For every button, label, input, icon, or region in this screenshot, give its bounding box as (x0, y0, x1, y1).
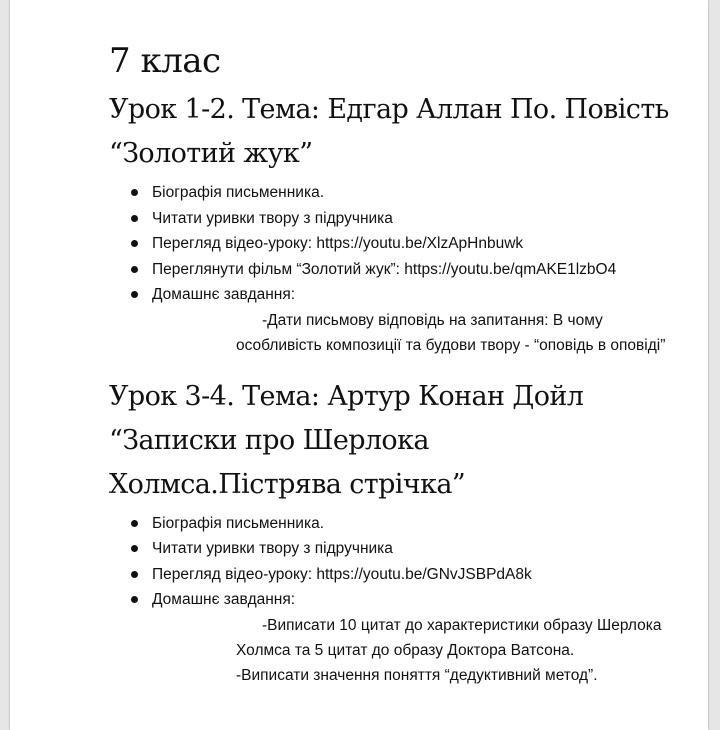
bullet-icon (131, 266, 138, 273)
lesson-title-line: Урок 1-2. Тема: Едгар Аллан По. Повість (109, 94, 669, 125)
grade-title: 7 клас (109, 41, 221, 81)
bullet-icon (131, 291, 138, 298)
homework-task-block (236, 308, 686, 358)
list-item (109, 180, 694, 206)
lesson-1-2-section (109, 88, 694, 358)
lesson-title-line: Урок 3-4. Тема: Артур Конан Дойл (109, 380, 584, 412)
lesson-title-line: “Записки про Шерлока (109, 424, 429, 456)
list-item-text: Біографія письменника. (152, 184, 325, 201)
list-item-text: Читати уривки твору з підручника (152, 209, 393, 227)
homework-task: -Виписати значення поняття “дедуктивний метод”. (236, 666, 598, 684)
bullet-icon (131, 571, 138, 578)
list-item (109, 587, 694, 613)
section-gap (109, 358, 694, 375)
bullet-icon (131, 596, 138, 603)
list-item (109, 511, 694, 537)
document-page (10, 0, 708, 730)
lesson-1-2-list (109, 180, 694, 308)
list-item (109, 206, 694, 232)
list-item-text: Домашнє завдання: (152, 286, 296, 303)
bullet-icon (131, 189, 138, 196)
lesson-title-line: “Золотий жук” (109, 138, 313, 169)
list-item (109, 257, 694, 283)
homework-task-block (236, 613, 686, 688)
list-item (109, 536, 694, 562)
bullet-icon (131, 215, 138, 222)
bullet-icon (131, 240, 138, 247)
list-item (109, 282, 694, 308)
list-item-text: Біографія письменника. (152, 514, 325, 532)
lesson-3-4-list (109, 511, 694, 613)
document-content (109, 38, 694, 688)
lesson-3-4-title (109, 375, 694, 507)
list-item (109, 231, 694, 257)
lesson-3-4-section (109, 375, 694, 688)
homework-task: -Виписати 10 цитат до характеристики образу Шерлока Холмса та 5 цитат до образу Доктора Ватсона. (236, 616, 662, 659)
list-item-text: Домашнє завдання: (152, 591, 296, 608)
list-item-text: Перегляд відео-уроку: https://youtu.be/XlzApHnbuwk (152, 235, 524, 252)
list-item-text: Перегляд відео-уроку: https://youtu.be/GNvJSBPdA8k (152, 565, 532, 583)
list-item-text: Читати уривки твору з підручника (152, 540, 393, 557)
lesson-title-line: Холмса.Пістрява стрічка” (109, 468, 466, 500)
homework-task: -Дати письмову відповідь на запитання: В чому особливість композиції та будови твору - “оповідь в оповіді” (236, 311, 666, 354)
list-item-text: Переглянути фільм “Золотий жук”: https://youtu.be/qmAKE1lzbO4 (152, 260, 617, 278)
bullet-icon (131, 520, 138, 527)
lesson-1-2-title (109, 88, 694, 176)
bullet-icon (131, 545, 138, 552)
list-item (109, 562, 694, 588)
